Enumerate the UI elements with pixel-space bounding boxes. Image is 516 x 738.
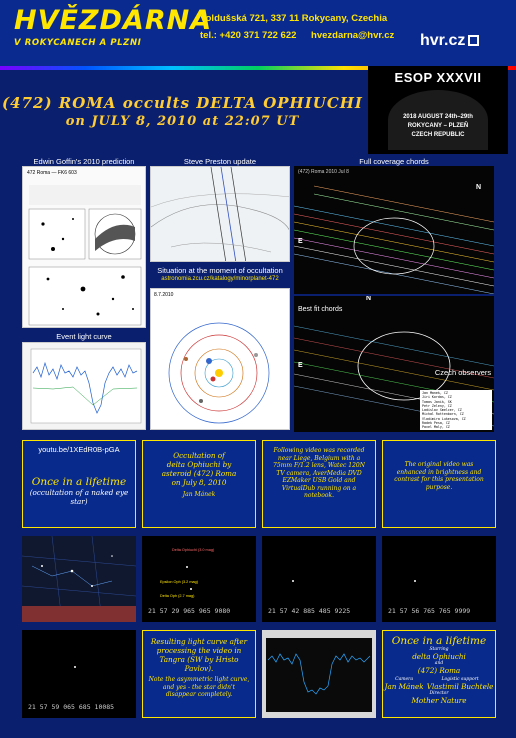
frame2-annotation-3: Delta Oph (2.7 mag) — [160, 594, 195, 598]
website-link[interactable] — [420, 32, 479, 50]
observer-item: Pavel Maly, CZ — [422, 425, 450, 430]
situation-date: 8.7.2010 — [154, 292, 174, 298]
video-frame-4 — [382, 536, 496, 622]
situation-label: Situation at the moment of occultation — [157, 266, 283, 275]
result-tile — [142, 630, 256, 718]
once-title: Once in a lifetime — [31, 476, 127, 488]
credits-logistics — [427, 677, 494, 691]
youtube-tile[interactable] — [22, 440, 136, 528]
chords-label: Full coverage chords — [359, 157, 429, 166]
external-link-icon — [468, 35, 479, 46]
star-map — [22, 536, 136, 622]
credits-director-name: Mother Nature — [411, 696, 467, 705]
chords-north-marker: N — [476, 184, 482, 191]
credits-camera-label: Camera — [395, 677, 414, 682]
solar-system-situation-figure — [150, 288, 290, 430]
address: Voldušská 721, 337 11 Rokycany, Czechia — [200, 13, 388, 24]
esop-country: CZECH REPUBLIC — [411, 132, 465, 138]
observer-item: Michal Rottenborn, CZ — [422, 412, 464, 417]
enhanced-text: The original video was enhanced in brightness and contrast for this presentation purpose. — [394, 461, 484, 491]
chords-plot — [294, 166, 494, 294]
bestfit-north-marker: N — [366, 296, 372, 302]
credits-star1: delta Ophiuchi — [412, 652, 466, 661]
credits-star2: (472) Roma — [417, 666, 461, 675]
goffin-caption: 472 Roma — FK6 603 — [27, 170, 77, 176]
observatory-logo[interactable] — [14, 5, 213, 60]
logo-subtitle: V ROKYCANECH A PLZNI — [14, 38, 142, 48]
email-link[interactable]: hvezdarna@hvr.cz — [311, 30, 395, 41]
video-frame-3 — [262, 536, 376, 622]
occ-line3: asteroid (472) Roma — [161, 469, 237, 478]
esop-title: ESOP XXXVII — [394, 70, 482, 85]
tangra-plot — [262, 630, 376, 718]
situation-url[interactable]: astronomia.zcu.cz/katalogy/minorplanet-472 — [161, 276, 279, 282]
main-title: (472) ROMA occults DELTA OPHIUCHI — [2, 94, 363, 112]
goffin-prediction-figure — [22, 166, 146, 328]
credits-and-label: and — [434, 661, 444, 666]
video-frame-1 — [22, 536, 136, 622]
credits-starring-label: Starring — [429, 647, 449, 652]
chords-caption: (472) Roma 2010 Jul 8 — [298, 169, 349, 175]
esop-dates — [368, 113, 508, 140]
frame2-timestamp: 21 57 29 965 965 9080 — [148, 607, 231, 615]
credits-camera — [385, 677, 424, 691]
preston-map — [151, 167, 290, 262]
credits-crew-row — [383, 677, 495, 691]
esop-date-range: 2018 AUGUST 24th–29th — [403, 114, 473, 120]
website-label: hvr.cz — [420, 32, 466, 49]
logo-title: HVĚZDÁRNA — [14, 5, 213, 36]
credits-title: Once in a lifetime — [391, 635, 487, 647]
lightcurve-plot — [23, 343, 146, 430]
event-lightcurve-figure — [22, 342, 146, 430]
preston-label: Steve Preston update — [183, 157, 257, 166]
observer-item: Tomas Janik, SK — [422, 399, 452, 404]
result-text: Resulting light curve after processing the video in Tangra (SW by Hristo Pavlov). — [150, 637, 248, 673]
full-coverage-chords-figure — [294, 166, 494, 294]
main-subtitle: on JULY 8, 2010 at 22:07 UT — [65, 114, 300, 129]
frame5-timestamp: 21 57 59 065 685 10085 — [28, 703, 115, 711]
credits-logistics-label: Logistic support — [441, 677, 479, 682]
video-info-text: Following video was recorded near Liege, Belgium with a 75mm F/1.2 lens, Watec 120N TV camera, AverMedia DVD EZMaker USB Gold and VirtualDub running on a notebook. — [273, 447, 365, 499]
credits-tile — [382, 630, 496, 718]
video-info-tile — [262, 440, 376, 528]
observer-item: Petr Zeleny, CZ — [422, 403, 452, 408]
observer-item: Radek Pesa, CZ — [422, 421, 450, 426]
esop-city: ROKYCANY – PLZEŇ — [407, 123, 469, 129]
contact-info — [200, 10, 394, 44]
best-fit-chords-figure — [294, 296, 494, 432]
occ-line1: Occultation of — [173, 451, 225, 460]
observers-list — [420, 390, 492, 430]
occ-line2: delta Ophiuchi by — [166, 460, 232, 469]
enhanced-info-tile — [382, 440, 496, 528]
esop-badge — [368, 66, 508, 154]
video-frame-2 — [142, 536, 256, 622]
frame4-timestamp: 21 57 56 765 765 9999 — [388, 607, 471, 615]
chords-east-marker: E — [298, 238, 303, 245]
frame2-annotation-2: Epsilon Oph (3.2 mag) — [160, 580, 198, 584]
observers-label: Czech observers — [434, 368, 492, 377]
occ-author: Jan Mánek — [182, 491, 216, 498]
occultation-tile — [142, 440, 256, 528]
bestfit-east-marker: E — [298, 362, 303, 369]
goffin-star-chart — [23, 179, 146, 328]
result-note: Note the asymmetric light curve, and yes - the star didn't disappear completely. — [148, 676, 250, 698]
header — [0, 0, 516, 68]
video-frame-5 — [22, 630, 136, 718]
phone: tel.: +420 371 722 622 — [200, 30, 297, 41]
observer-item: Jan Manek, CZ — [422, 391, 448, 395]
lightcurve-label: Event light curve — [56, 332, 112, 341]
observer-item: Vladimira Lukesova, CZ — [422, 416, 466, 421]
observer-item: Ladislav Smelcer, CZ — [422, 408, 462, 413]
phone-email-row — [200, 27, 394, 44]
once-subtitle: (occultation of a naked eye star) — [29, 488, 129, 506]
frame2-annotation-1: Delta Ophiuchi (3.0 mag) — [172, 548, 215, 552]
credits-camera-name: Jan Mánek — [384, 682, 424, 691]
orbit-diagram — [151, 301, 290, 430]
preston-update-figure — [150, 166, 290, 262]
goffin-label: Edwin Goffin's 2010 prediction — [33, 157, 135, 166]
occ-line4: on July 8, 2010 — [171, 478, 227, 487]
bestfit-label: Best fit chords — [298, 306, 343, 313]
frame3-timestamp: 21 57 42 885 485 9225 — [268, 607, 351, 615]
observer-item: Jiri Kordas, CZ — [422, 395, 452, 400]
youtube-link[interactable]: youtu.be/1XEdR0B-pGA — [38, 445, 120, 454]
credits-director-label: Director — [429, 691, 449, 696]
credits-logistics-name: Vlastimil Buchtele — [426, 682, 494, 691]
tangra-lightcurve-figure — [262, 630, 376, 718]
